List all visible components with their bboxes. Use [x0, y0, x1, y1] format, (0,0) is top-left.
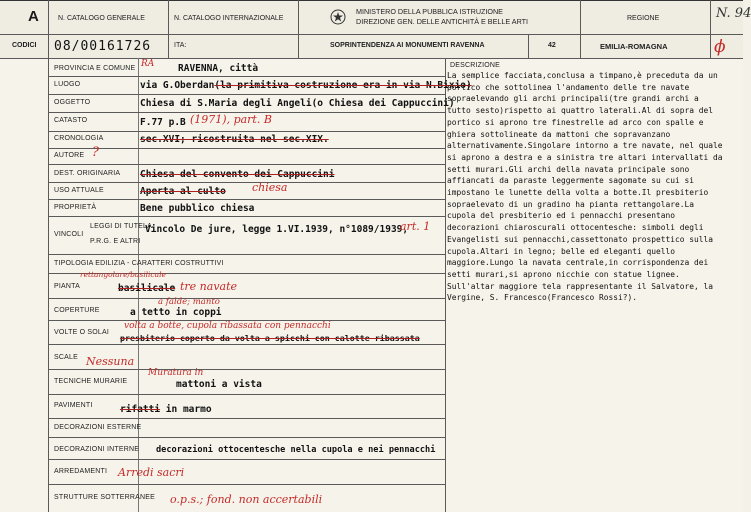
- proprieta-value: Bene pubblico chiesa: [140, 203, 255, 214]
- row-line: [48, 94, 445, 95]
- left-frame: [48, 58, 49, 512]
- row-line: [48, 369, 445, 370]
- catasto-value: F.77 p.B: [140, 117, 186, 128]
- row-line: [48, 298, 445, 299]
- pavimenti-struck: rifatti: [120, 404, 161, 415]
- uso-attuale-label: USO ATTUALE: [54, 187, 104, 194]
- provincia-value: RAVENNA, città: [178, 63, 259, 74]
- ministry-line-2: DIREZIONE GEN. DELLE ANTICHITÀ E BELLE ARTI: [356, 17, 529, 26]
- pianta-hand-above: rettangolare/basilicale: [80, 270, 166, 279]
- row-line: [48, 344, 445, 345]
- pianta-label: PIANTA: [54, 283, 80, 290]
- descrizione-label: DESCRIZIONE: [450, 62, 501, 69]
- vincoli-value: Vincolo De jure, legge 1.VI.1939, n°1089/1939,: [145, 224, 409, 235]
- luogo-label: LUOGO: [54, 81, 81, 88]
- coperture-label: COPERTURE: [54, 307, 100, 314]
- codice-value: 08/00161726: [54, 39, 152, 54]
- column-divider: [445, 58, 446, 512]
- prg-label: P.R.G. E ALTRI: [90, 238, 141, 245]
- row-line: [48, 394, 445, 395]
- coperture-value: a tetto in coppi: [130, 307, 222, 318]
- pianta-hand: tre navate: [180, 280, 238, 293]
- scale-label: SCALE: [54, 354, 78, 361]
- coperture-hand-above: a falde; manto: [158, 297, 220, 307]
- tipologia-label: TIPOLOGIA EDILIZIA - CARATTERI COSTRUTTIVI: [54, 260, 224, 267]
- vline-b: [168, 0, 169, 58]
- uso-attuale-hand: chiesa: [252, 181, 288, 194]
- volte-solai-label: VOLTE O SOLAI: [54, 329, 109, 336]
- row-line: [48, 216, 445, 217]
- provincia-hand: RA: [141, 59, 155, 69]
- descrizione-text: La semplice facciata,conclusa a timpano,è preceduta da un portico che sottolinea l'andamento delle tre navate sopraelevando gli archi principali(tre grandi archi a tutto sesto)rispetto ai quattro laterali.Al di sopra del portico si aprono tre finestrelle ad arco con spalle e ghiera sottolineate da mattoni che sopravanzano alternativamente.Singolare intorno a tre navate, nel quale si aprono a destra e a sinistra tre altari intervallati da setti murari.Gli archi della navata principale sono affiancati da paraste leggermente sagomate su cui si impostano le lunette della volta a botte.Il presbiterio sopraelevato di un gradino ha pianta rettangolare.La cupola del presbiterio ed i pennacchi presentano decorazioni chiaroscurali ottocentesche: simboli degli Evangelisti sui pennacchi,cassettonato prospettico sulla cupola.Altari in legno; belle ed eleganti quello maggiore.Lungo la navata centrale,in corrispondenza dei setti murari,si aprono nicchie con statue lignee. Sull'altar maggiore tela rappresentante il Salvatore, la Vergine, S. Francesco(Francesco Rossi?).: [447, 71, 723, 303]
- corner-number: N. 94: [716, 6, 751, 21]
- row-line: [48, 182, 445, 183]
- luogo-address: via G.Oberdan: [140, 80, 215, 91]
- row-line: [48, 131, 445, 132]
- card-letter: A: [28, 8, 39, 25]
- number-42: 42: [548, 42, 556, 49]
- regione-value: EMILIA-ROMAGNA: [600, 42, 668, 51]
- row-line: [48, 148, 445, 149]
- pavimenti-label: PAVIMENTI: [54, 402, 93, 409]
- soprintendenza: SOPRINTENDENZA AI MONUMENTI RAVENNA: [330, 42, 485, 49]
- border-top: [0, 0, 743, 1]
- row-line: [48, 254, 445, 255]
- tecniche-murarie-value: mattoni a vista: [176, 379, 262, 390]
- cronologia-value: sec.XVI; ricostruita nel sec.XIX.: [140, 134, 329, 145]
- tecniche-hand-above: Muratura in: [148, 368, 204, 378]
- decorazioni-esterne-label: DECORAZIONI ESTERNE: [54, 424, 142, 431]
- scale-hand: Nessuna: [86, 355, 135, 368]
- catasto-hand: (1971), part. B: [190, 113, 272, 126]
- volte-solai-value: presbiterio coperto da volta a spicchi con calotte ribassata: [120, 333, 420, 343]
- autore-hand: ?: [92, 145, 99, 160]
- vincoli-hand: art. 1: [400, 220, 431, 233]
- row-line: [48, 418, 445, 419]
- cronologia-label: CRONOLOGIA: [54, 135, 104, 142]
- uso-attuale-value: Aperta al culto: [140, 186, 226, 197]
- row-line: [48, 76, 445, 77]
- vline-e: [580, 0, 581, 58]
- vline-d: [528, 34, 529, 58]
- row-line: [48, 459, 445, 460]
- regione-label: REGIONE: [627, 15, 660, 22]
- luogo-struck: (la primitiva costruzione era in via N.Bixio): [214, 80, 472, 91]
- header-divider: [0, 34, 743, 35]
- arredamenti-label: ARREDAMENTI: [54, 468, 108, 475]
- row-line: [48, 437, 445, 438]
- pavimenti-plain: in marmo: [165, 404, 212, 415]
- arredamenti-hand: Arredi sacri: [118, 466, 185, 479]
- proprieta-label: PROPRIETÀ: [54, 204, 97, 211]
- ministry-line-1: MINISTERO DELLA PUBBLICA ISTRUZIONE: [356, 7, 503, 16]
- row-line: [48, 484, 445, 485]
- header-bottom: [0, 58, 743, 59]
- row-line: [48, 199, 445, 200]
- strutture-hand: o.p.s.; fond. non accertabili: [170, 493, 323, 506]
- provincia-label: PROVINCIA E COMUNE: [54, 65, 136, 72]
- oggetto-label: OGGETTO: [54, 99, 91, 106]
- dest-originaria-value: Chiesa del convento dei Cappuccini: [140, 169, 335, 180]
- oggetto-value: Chiesa di S.Maria degli Angeli(o Chiesa dei Cappuccini): [140, 98, 455, 109]
- vline-a: [48, 0, 49, 58]
- decorazioni-interne-label: DECORAZIONI INTERNE: [54, 446, 140, 453]
- dest-originaria-label: DEST. ORIGINARIA: [54, 170, 121, 177]
- pianta-value: basilicale: [118, 283, 176, 294]
- pavimenti-value: [120, 404, 212, 415]
- ita-label: ITA:: [174, 42, 187, 49]
- emblem-icon: [330, 9, 346, 25]
- autore-label: AUTORE: [54, 152, 85, 159]
- decorazioni-interne-value: decorazioni ottocentesche nella cupola e nei pennacchi: [156, 445, 436, 455]
- row-line: [48, 164, 445, 165]
- cat-generale-label: N. CATALOGO GENERALE: [58, 15, 145, 22]
- vline-c: [298, 0, 299, 58]
- volte-hand-above: volta a botte, cupola ribassata con pennacchi: [124, 321, 331, 331]
- leggi-tutela-label: LEGGI DI TUTELA: [90, 223, 152, 230]
- tecniche-murarie-label: TECNICHE MURARIE: [54, 378, 128, 385]
- vincoli-label: VINCOLI: [54, 231, 84, 238]
- strutture-sotterranee-label: STRUTTURE SOTTERRANEE: [54, 494, 156, 501]
- codici-label: CODICI: [12, 42, 37, 49]
- luogo-value: [140, 80, 472, 91]
- vline-f: [710, 0, 711, 58]
- phi-mark: ϕ: [714, 37, 726, 57]
- cat-internazionale-label: N. CATALOGO INTERNAZIONALE: [174, 15, 284, 22]
- catasto-label: CATASTO: [54, 117, 88, 124]
